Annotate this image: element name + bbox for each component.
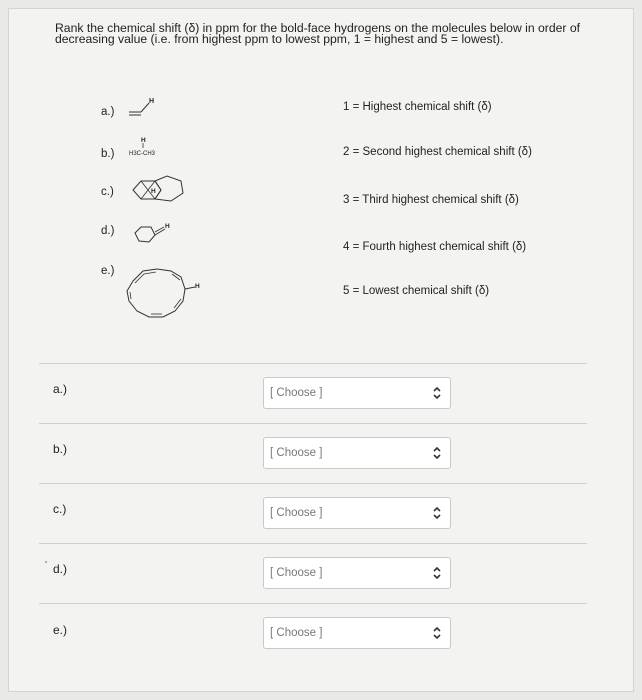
- molecule-d-h-atom: H: [165, 223, 170, 230]
- answer-select-b[interactable]: [263, 437, 451, 469]
- answer-row-label-d: d.): [53, 562, 68, 576]
- question-text: Rank the chemical shift (δ) in ppm for the bold-face hydrogens on the molecules below in order of decreasing value (i.e. from highest ppm to lowest ppm, 1 = highest and 5 = lowest).: [55, 21, 581, 46]
- rank-legend-1: 1 = Highest chemical shift (δ): [343, 101, 492, 113]
- row-divider: [39, 363, 587, 364]
- answer-select-e[interactable]: [263, 617, 451, 649]
- molecule-label-a: a.): [101, 106, 115, 118]
- row-divider: [39, 543, 587, 544]
- answer-row-label-a: a.): [53, 382, 68, 396]
- rank-legend-2: 2 = Second highest chemical shift (δ): [343, 146, 532, 158]
- molecule-label-c: c.): [101, 186, 114, 198]
- question-card: [8, 8, 634, 692]
- up-down-chevron-icon: [432, 564, 442, 582]
- molecule-label-d: d.): [101, 225, 115, 237]
- answer-select-d-value: [ Choose ]: [270, 567, 323, 579]
- answer-row-label-c: c.): [53, 502, 67, 516]
- answer-select-e-value: [ Choose ]: [270, 627, 323, 639]
- answer-select-a[interactable]: [263, 377, 451, 409]
- molecule-b-h-atom: H: [141, 137, 146, 144]
- molecule-b-structure: [127, 133, 177, 163]
- molecule-d-structure: [127, 219, 177, 249]
- up-down-chevron-icon: [432, 444, 442, 462]
- row-divider: [39, 483, 587, 484]
- molecule-label-e: e.): [101, 265, 115, 277]
- answer-select-a-value: [ Choose ]: [270, 387, 323, 399]
- molecule-a-structure: [127, 93, 167, 119]
- up-down-chevron-icon: [432, 504, 442, 522]
- row-divider: [39, 603, 587, 604]
- answer-select-c[interactable]: [263, 497, 451, 529]
- up-down-chevron-icon: [432, 624, 442, 642]
- rank-legend-5: 5 = Lowest chemical shift (δ): [343, 285, 490, 297]
- answer-row-label-e: e.): [53, 623, 68, 637]
- answer-select-c-value: [ Choose ]: [270, 507, 323, 519]
- answer-select-b-value: [ Choose ]: [270, 447, 323, 459]
- molecule-a-h-atom: H: [149, 98, 155, 105]
- answer-row-label-b: b.): [53, 442, 68, 456]
- answer-select-d[interactable]: [263, 557, 451, 589]
- molecule-b-formula: H3C-CH3: [129, 151, 156, 157]
- row-divider: [39, 423, 587, 424]
- molecule-e-h-atom: H: [195, 283, 200, 290]
- up-down-chevron-icon: [432, 384, 442, 402]
- stray-mark: ': [45, 560, 47, 571]
- molecule-label-b: b.): [101, 148, 115, 160]
- molecule-c-h-atom: H: [151, 188, 156, 195]
- molecule-e-structure: [121, 261, 211, 327]
- rank-legend-3: 3 = Third highest chemical shift (δ): [343, 194, 519, 206]
- molecule-c-structure: [127, 173, 191, 207]
- rank-legend-4: 4 = Fourth highest chemical shift (δ): [343, 241, 527, 253]
